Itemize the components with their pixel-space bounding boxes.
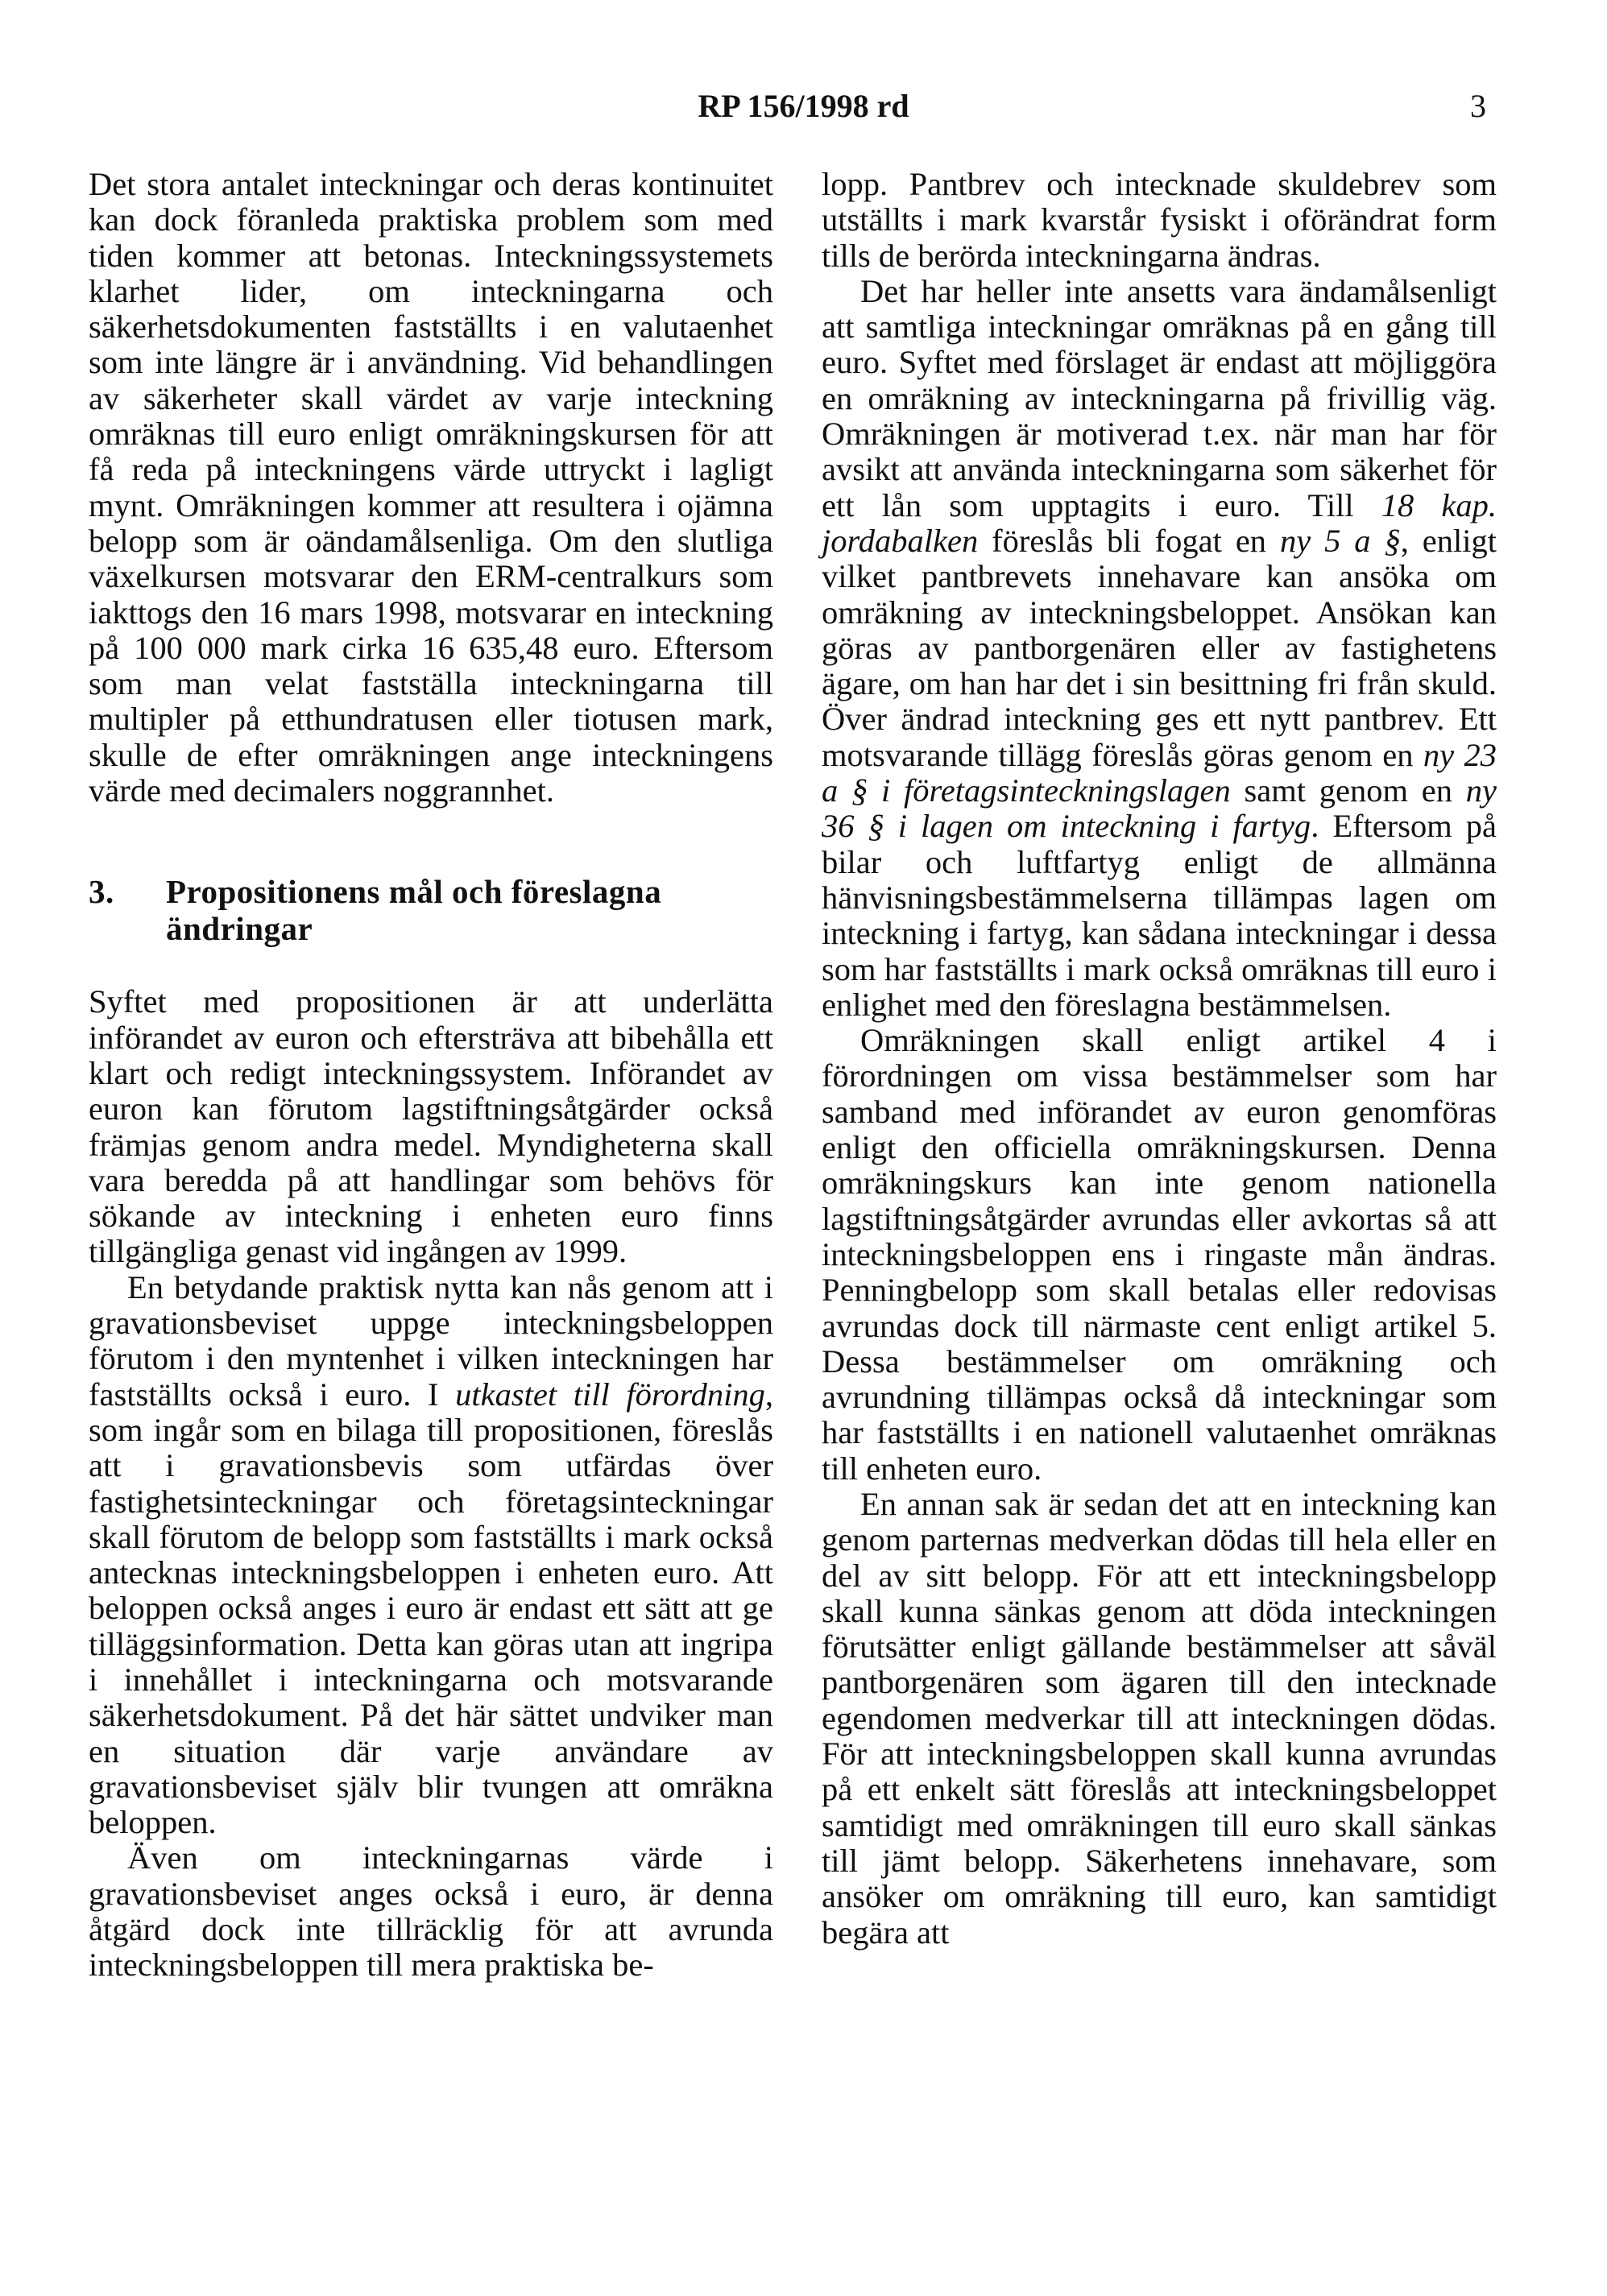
paragraph-text: , enligt vilket pantbrevets innehavare kan ansöka om omräkning av inteckningsbeloppet. Ansökan kan göras av pantborgenären eller av fastighetens ägare, om han har det i sin besittning fri från skuld. Över ändrad inteckning ges ett nytt pantbrev. Ett motsvarande tillägg föreslås göras genom en xyxy=(822,522,1497,773)
paragraph-text: samt genom en xyxy=(1230,772,1466,809)
italic-reference: ny 36 § i lagen om inteckning i fartyg xyxy=(822,772,1497,845)
section-heading xyxy=(89,873,773,947)
page-number: 3 xyxy=(1470,88,1486,124)
paragraph-text: . Eftersom på bilar och luftfartyg enligt de allmänna hänvisningsbestämmelserna tillämpas lagen om inteckning i fartyg, kan sådana inteckningar i dessa som har fastställts i mark också omräknas till euro i enlighet med den föreslagna bestämmelsen. xyxy=(822,808,1497,1023)
italic-reference: ny 23 a § i företagsinteckningslagen xyxy=(822,736,1497,809)
page-header xyxy=(0,82,1607,130)
italic-reference: utkastet till förordning xyxy=(455,1376,765,1413)
paragraph xyxy=(89,1270,773,1841)
paragraph-text: , som ingår som en bilaga till propositionen, föreslås att i gravationsbevis som utfärdas över fastighetsinteckningar och företagsinteckningar skall förutom de belopp som fastställts i mark också antecknas inteckningsbeloppen i enheten euro. Att beloppen också anges i euro är endast ett sätt att ge tilläggsinformation. Detta kan göras utan att ingripa i innehållet i inteckningarna och motsvarande säkerhetsdokument. På det här sättet undviker man en situation där varje användare av gravationsbeviset själv blir tvungen att omräkna beloppen. xyxy=(89,1376,773,1841)
paragraph-text: En betydande praktisk nytta kan nås genom att i gravationsbeviset uppge inteckningsbeloppen förutom i den myntenhet i vilken inteckningen har fastställts också i euro. I xyxy=(89,1268,773,1413)
paragraph: En annan sak är sedan det att en inteckning kan genom parternas medverkan dödas till hela eller en del av sitt belopp. För att ett inteckningsbelopp skall kunna sänkas genom att döda inteckningen förutsätter enligt gällande bestämmelser att såväl pantborgenären som ägaren till den intecknade egendomen medverkar till att inteckningen dödas. För att inteckningsbeloppen skall kunna avrundas på ett enkelt sätt föreslås att inteckningsbeloppet samtidigt med omräkningen till euro skall sänkas till jämt belopp. Säkerhetens innehavare, som ansöker om omräkning till euro, kan samtidigt begära att xyxy=(822,1485,1497,1951)
paragraph: Det stora antalet inteckningar och deras kontinuitet kan dock föranleda praktiska problem som med tiden kommer att betonas. Inteckningssystemets klarhet lider, om inteckningarna och säkerhetsdokumenten fastställts i en valutaenhet som inte längre är i användning. Vid behandlingen av säkerheter skall värdet av varje inteckning omräknas till euro enligt omräkningskursen för att få reda på inteckningens värde uttryckt i lagligt mynt. Omräkningen kommer att resultera i ojämna belopp som är oändamålsenliga. Om den slutliga växelkursen motsvarar den ERM-centralkurs som iakttogs den 16 mars 1998, motsvarar en inteckning på 100 000 mark cirka 16 635,48 euro. Eftersom som man velat fastställa inteckningarna till multipler på etthundratusen eller tiotusen mark, skulle de efter omräkningen ange inteckningens värde med decimalers noggrannhet. xyxy=(89,166,773,809)
right-column xyxy=(822,167,1497,1951)
paragraph xyxy=(822,274,1497,1023)
paragraph: Även om inteckningarnas värde i gravationsbeviset anges också i euro, är denna åtgärd dock inte tillräcklig för att avrunda inteckningsbeloppen till mera praktiska be- xyxy=(89,1839,773,1984)
paragraph: Omräkningen skall enligt artikel 4 i förordningen om vissa bestämmelser som har samband med införandet av euron genomföras enligt den officiella omräkningskursen. Denna omräkningskurs kan inte genom nationella lagstiftningsåtgärder avrundas eller avkortas så att inteckningsbeloppen ens i ringaste mån ändras. Penningbelopp som skall betalas eller redovisas avrundas dock till närmaste cent enligt artikel 5. Dessa bestämmelser om omräkning och avrundning tillämpas också då inteckningar som har fastställts i en nationell valutaenhet omräknas till enheten euro. xyxy=(822,1022,1497,1487)
italic-reference: ny 5 a § xyxy=(1279,522,1401,559)
section-number: 3. xyxy=(89,873,114,911)
paragraph-text: Det har heller inte ansetts vara ändamålsenligt att samtliga inteckningar omräknas på en gång till euro. Syftet med förslaget är endast att möjliggöra en omräkning av inteckningarna på frivillig väg. Omräkningen är motiverad t.ex. när man har för avsikt att använda inteckningarna som säkerhet för ett lån som upptagits i euro. Till xyxy=(822,272,1497,523)
paragraph: Syftet med propositionen är att underlätta införandet av euron och eftersträva att bibehålla ett klart och redigt inteckningssystem. Införandet av euron kan förutom lagstiftningsåtgärder också främjas genom andra medel. Myndigheterna skall vara beredda på att handlingar som behövs för sökande av inteckning i enheten euro finns tillgängliga genast vid ingången av 1999. xyxy=(89,983,773,1270)
paragraph: lopp. Pantbrev och intecknade skuldebrev som utställts i mark kvarstår fysiskt i oförändrat form tills de berörda inteckningarna ändras. xyxy=(822,166,1497,274)
document-reference: RP 156/1998 rd xyxy=(698,88,909,124)
italic-reference: 18 kap. jordabalken xyxy=(822,486,1497,559)
section-title: Propositionens mål och föreslagna ändringar xyxy=(166,873,662,948)
paragraph-text: föreslås bli fogat en xyxy=(978,522,1280,559)
left-column xyxy=(89,167,773,1984)
